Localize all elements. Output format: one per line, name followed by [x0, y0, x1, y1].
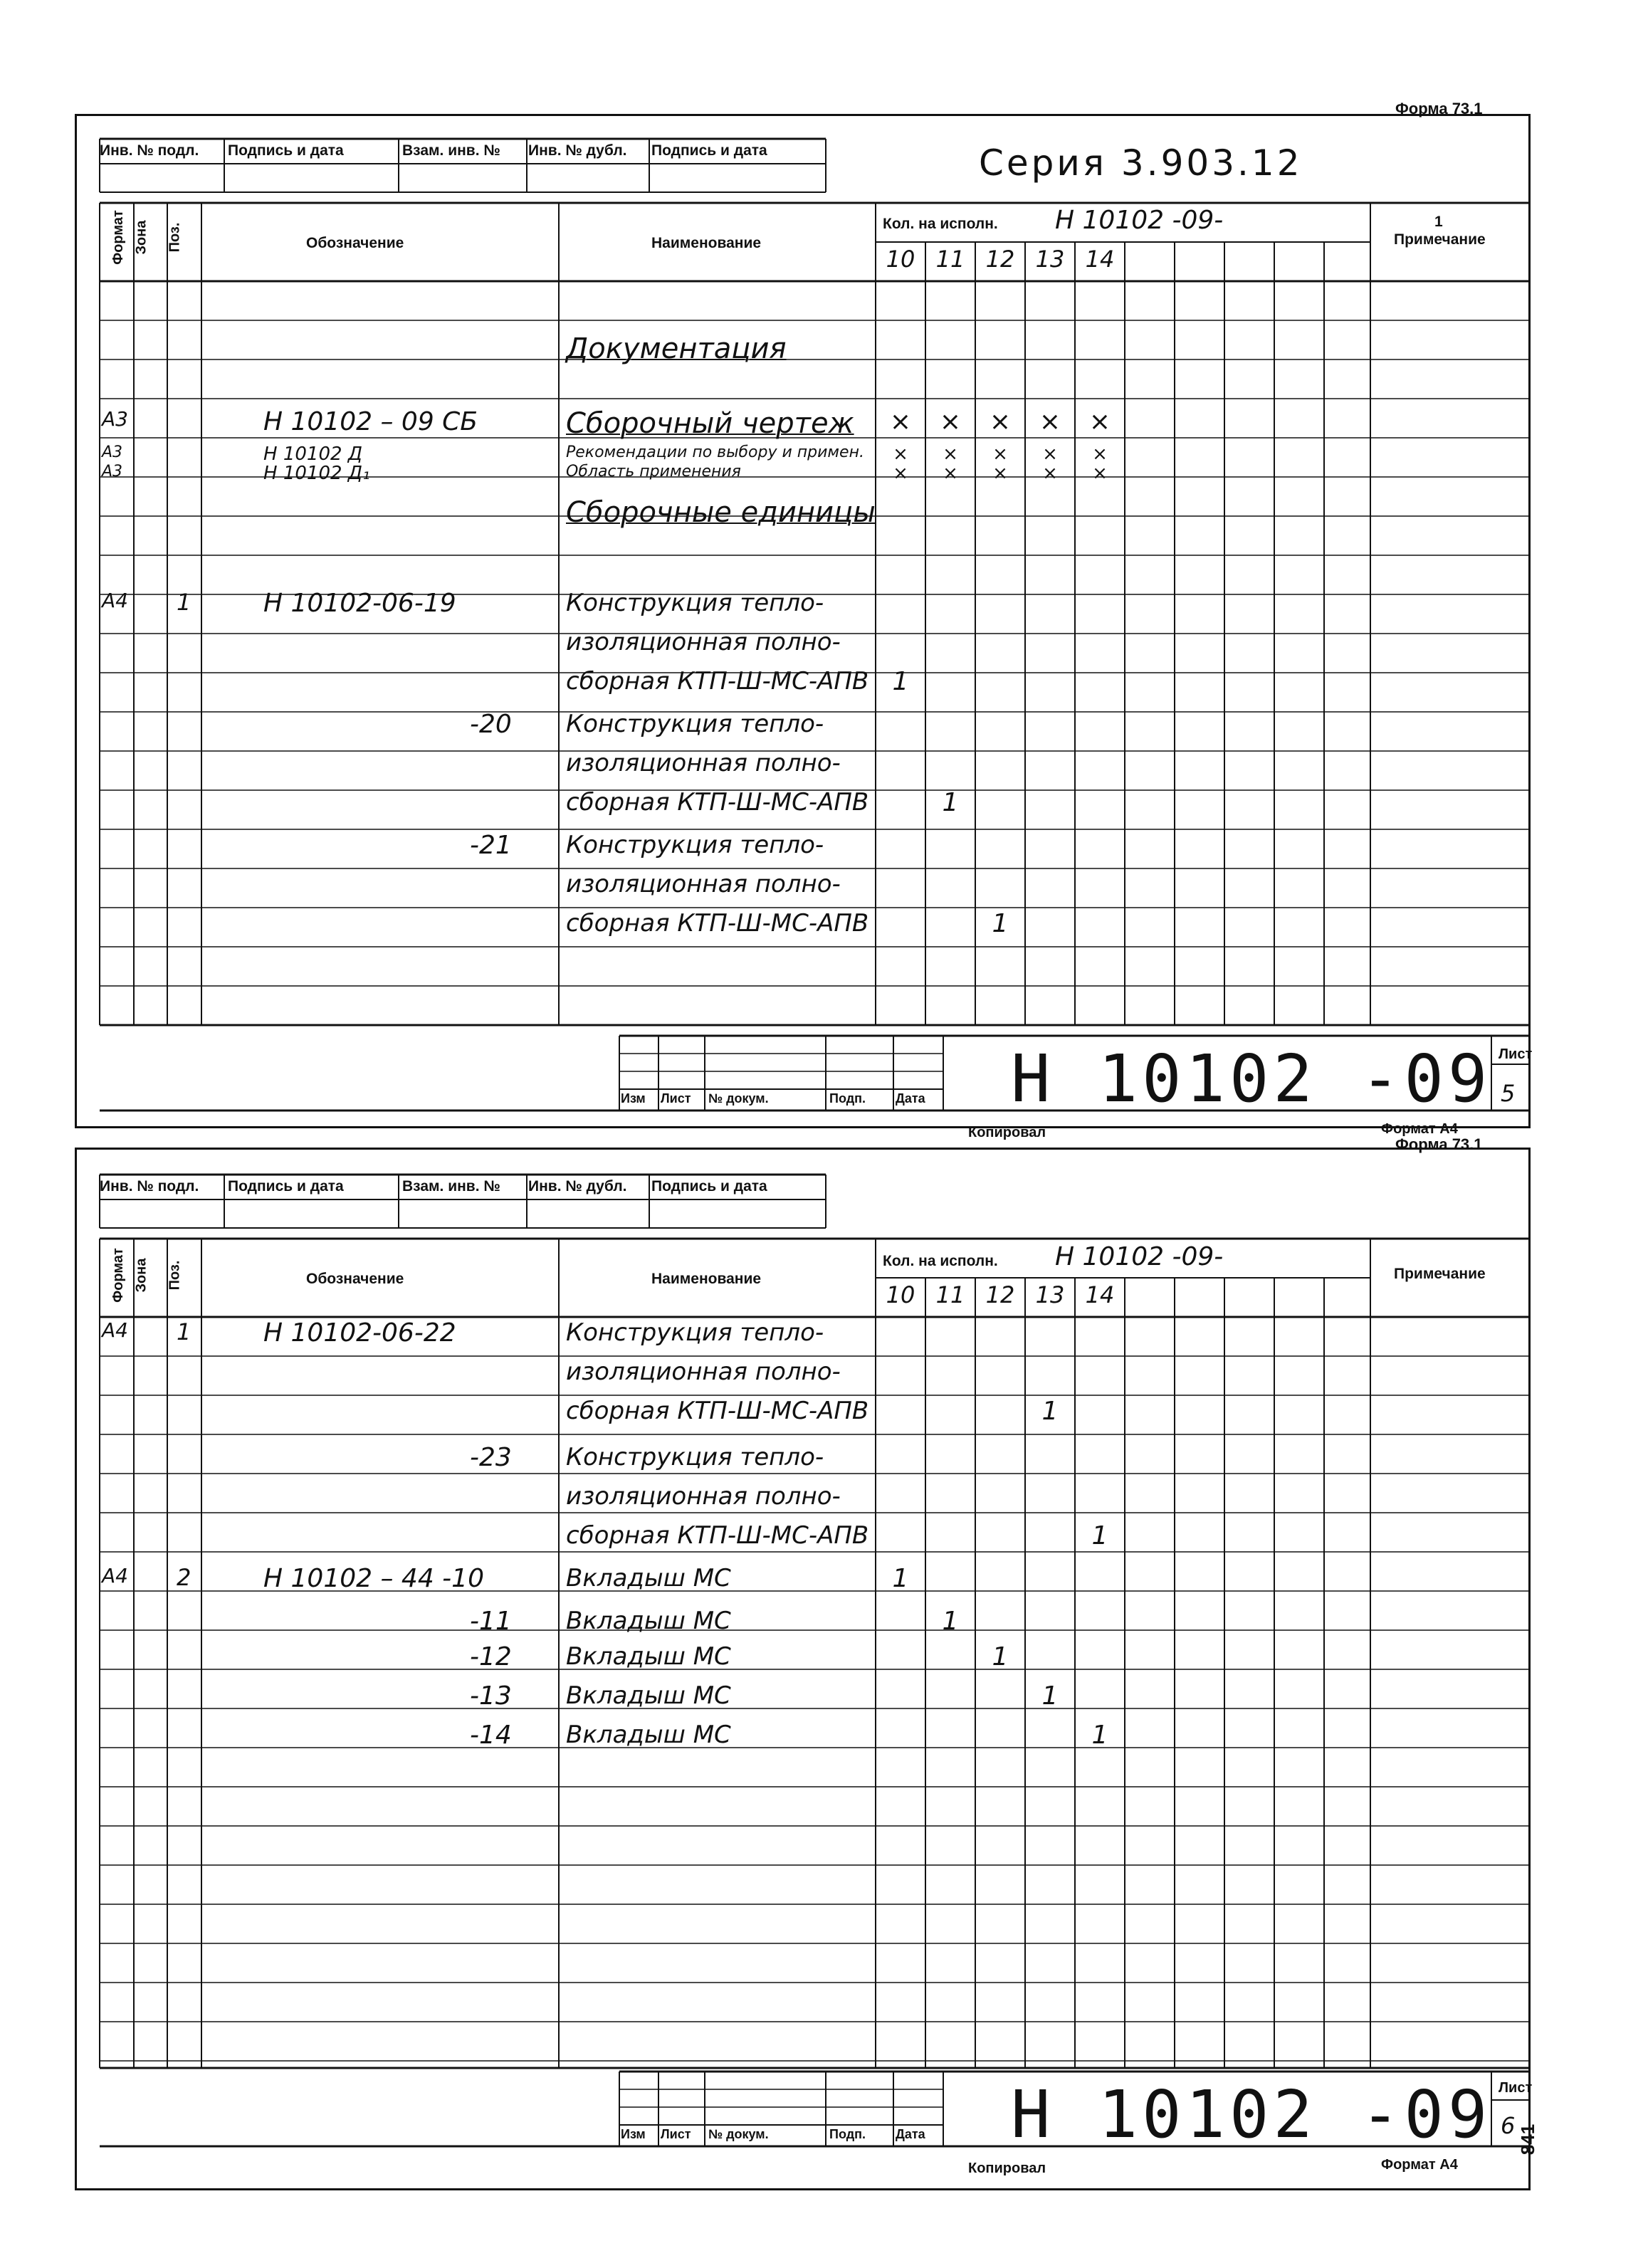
- qty-cross: ×: [943, 443, 958, 465]
- qty-value: 1: [892, 667, 909, 696]
- qty-cross: ×: [939, 407, 962, 436]
- row-designation: -23: [470, 1443, 512, 1472]
- row-name: изоляционная полно-: [566, 870, 841, 898]
- row-position: 2: [177, 1564, 191, 1591]
- row-designation: H 10102 Д: [263, 443, 363, 465]
- stamp-sign-date-2: Подпись и дата: [651, 142, 767, 159]
- row-position: 1: [177, 589, 191, 616]
- stamp-col-3: Подп.: [829, 2127, 866, 2141]
- row-designation: H 10102 Д₁: [263, 463, 370, 484]
- stamp-col-4: Дата: [896, 2127, 925, 2141]
- col-qty-2: Кол. на исполн.: [883, 1253, 998, 1269]
- row-designation: H 10102-06-19: [263, 589, 456, 618]
- qty-cross: ×: [1092, 463, 1108, 484]
- qty-col-14: 14: [1085, 1281, 1115, 1308]
- row-designation: H 10102 – 09 СБ: [263, 407, 478, 436]
- row-format: A4: [102, 589, 128, 612]
- format-label-2: Формат А4: [1381, 2157, 1458, 2173]
- qty-value: 1: [992, 909, 1009, 938]
- stamp-sign-date-1-2: Подпись и дата: [228, 1178, 344, 1195]
- row-name: изоляционная полно-: [566, 1482, 841, 1511]
- row-name: изоляционная полно-: [566, 628, 841, 656]
- sheet-no-1: 5: [1501, 1080, 1516, 1107]
- col-designation: Обозначение: [306, 235, 404, 251]
- qty-cross: ×: [992, 463, 1008, 484]
- qty-value: 1: [1091, 1721, 1108, 1750]
- qty-col-14: 14: [1085, 246, 1115, 273]
- qty-cross: ×: [1088, 407, 1111, 436]
- qty-value: 1: [942, 1607, 959, 1636]
- row-designation: -21: [470, 831, 512, 860]
- row-designation: -11: [470, 1607, 512, 1636]
- stamp-col-2: № докум.: [708, 1091, 769, 1106]
- row-format: A3: [102, 463, 123, 481]
- row-name: Конструкция тепло-: [566, 831, 824, 859]
- qty-cross: ×: [1039, 407, 1061, 436]
- exec-prefix-2: H 10102 -09-: [1055, 1242, 1224, 1271]
- row-designation: H 10102-06-22: [263, 1318, 456, 1348]
- row-name: Вкладыш МС: [566, 1607, 731, 1635]
- row-name: Область применения: [566, 463, 741, 481]
- qty-col-10: 10: [886, 1281, 915, 1308]
- row-designation: -13: [470, 1681, 512, 1711]
- qty-col-10: 10: [886, 246, 915, 273]
- row-designation: -14: [470, 1721, 512, 1750]
- row-name: изоляционная полно-: [566, 749, 841, 777]
- row-name: Конструкция тепло-: [566, 710, 824, 738]
- stamp-inv-dubl-2: Инв. № дубл.: [528, 1178, 627, 1195]
- qty-cross: ×: [893, 443, 908, 465]
- stamp-code-2: H 10102 -09: [1011, 2077, 1492, 2153]
- col-qty: Кол. на исполн.: [883, 216, 998, 232]
- row-name: изоляционная полно-: [566, 1358, 841, 1386]
- stamp-inv-dubl: Инв. № дубл.: [528, 142, 627, 159]
- sheet-label-2: Лист: [1499, 2080, 1533, 2096]
- sheet-label-1: Лист: [1499, 1046, 1533, 1062]
- stamp-vzam-inv: Взам. инв. №: [402, 142, 500, 159]
- row-format: A4: [102, 1318, 128, 1342]
- stamp-sign-date-1: Подпись и дата: [228, 142, 344, 159]
- col-note-2: Примечание: [1394, 1266, 1486, 1282]
- col-zone-2: Зона: [133, 1258, 149, 1293]
- qty-value: 1: [942, 788, 959, 817]
- row-name: Конструкция тепло-: [566, 1318, 824, 1347]
- copied-label-2: Копировал: [968, 2161, 1046, 2176]
- stamp-inv-podl: Инв. № подл.: [100, 142, 199, 159]
- qty-col-12: 12: [985, 246, 1015, 273]
- col-name: Наименование: [651, 235, 762, 251]
- qty-cross: ×: [992, 443, 1008, 465]
- form-label: Форма 73.1: [1395, 100, 1483, 117]
- row-name: сборная КТП-Ш-МС-АПВ: [566, 909, 869, 938]
- qty-col-13: 13: [1035, 246, 1065, 273]
- qty-col-11: 11: [935, 1281, 965, 1308]
- stamp-col-3: Подп.: [829, 1091, 866, 1106]
- col-zone: Зона: [133, 220, 149, 255]
- col-pos-2: Поз.: [167, 1260, 183, 1291]
- col-designation-2: Обозначение: [306, 1271, 404, 1287]
- row-position: 1: [177, 1318, 191, 1345]
- qty-cross: ×: [1092, 443, 1108, 465]
- row-designation: H 10102 – 44 -10: [263, 1564, 484, 1593]
- col-note: Примечание: [1394, 231, 1486, 248]
- row-name: сборная КТП-Ш-МС-АПВ: [566, 1521, 869, 1550]
- stamp-col-0: Изм: [621, 1091, 646, 1106]
- stamp-col-0: Изм: [621, 2127, 646, 2141]
- qty-value: 1: [1091, 1521, 1108, 1550]
- qty-cross: ×: [943, 463, 958, 484]
- sheet-no-2: 6: [1501, 2112, 1516, 2139]
- margin-number: 841: [1517, 2123, 1539, 2156]
- row-format: A3: [102, 443, 123, 461]
- stamp-vzam-inv-2: Взам. инв. №: [402, 1178, 500, 1195]
- row-name: Конструкция тепло-: [566, 1443, 824, 1471]
- row-name: Рекомендации по выбору и примен.: [566, 443, 864, 461]
- stamp-col-4: Дата: [896, 1091, 925, 1106]
- row-name: сборная КТП-Ш-МС-АПВ: [566, 667, 869, 695]
- qty-value: 1: [992, 1642, 1009, 1671]
- col-name-2: Наименование: [651, 1271, 762, 1287]
- row-name: Сборочный чертеж: [566, 407, 854, 440]
- qty-value: 1: [1041, 1397, 1059, 1426]
- row-name: Конструкция тепло-: [566, 589, 824, 617]
- row-name: Документация: [566, 332, 787, 365]
- qty-cross: ×: [1042, 463, 1058, 484]
- qty-cross: ×: [893, 463, 908, 484]
- row-name: Вкладыш МС: [566, 1721, 731, 1749]
- row-name: Вкладыш МС: [566, 1642, 731, 1671]
- qty-value: 1: [1041, 1681, 1059, 1711]
- row-designation: -12: [470, 1642, 512, 1671]
- qty-cross: ×: [989, 407, 1012, 436]
- row-designation: -20: [470, 710, 512, 739]
- row-format: A4: [102, 1564, 128, 1587]
- row-name: сборная КТП-Ш-МС-АПВ: [566, 788, 869, 817]
- stamp-col-1: Лист: [661, 2127, 691, 2141]
- qty-value: 1: [892, 1564, 909, 1593]
- row-name: Вкладыш МС: [566, 1681, 731, 1710]
- qty-cross: ×: [1042, 443, 1058, 465]
- exec-prefix: H 10102 -09-: [1055, 206, 1224, 235]
- stamp-sign-date-2-2: Подпись и дата: [651, 1178, 767, 1195]
- series-title: Серия 3.903.12: [979, 142, 1303, 184]
- col-format-2: Формат: [110, 1248, 126, 1303]
- col-pos: Поз.: [167, 222, 183, 253]
- form-label-2: Форма 73.1: [1395, 1135, 1483, 1153]
- row-name: Сборочные единицы: [566, 496, 876, 529]
- stamp-inv-podl-2: Инв. № подл.: [100, 1178, 199, 1195]
- qty-col-11: 11: [935, 246, 965, 273]
- stamp-code-1: H 10102 -09: [1011, 1041, 1492, 1117]
- qty-col-12: 12: [985, 1281, 1015, 1308]
- col-format: Формат: [110, 210, 126, 265]
- row-name: сборная КТП-Ш-МС-АПВ: [566, 1397, 869, 1425]
- copied-label-1: Копировал: [968, 1125, 1046, 1140]
- note-mark: 1: [1434, 214, 1443, 230]
- qty-col-13: 13: [1035, 1281, 1065, 1308]
- format-label-1: Формат А4: [1381, 1121, 1458, 1137]
- row-name: Вкладыш МС: [566, 1564, 731, 1592]
- stamp-col-1: Лист: [661, 1091, 691, 1106]
- stamp-col-2: № докум.: [708, 2127, 769, 2141]
- qty-cross: ×: [889, 407, 912, 436]
- row-format: A3: [102, 407, 128, 431]
